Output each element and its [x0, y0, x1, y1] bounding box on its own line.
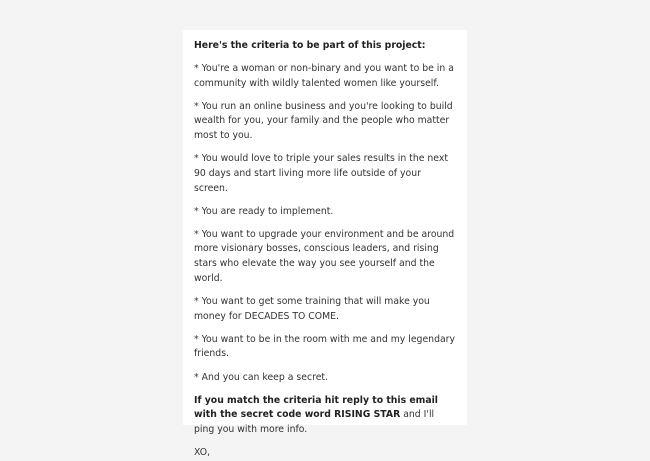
criteria-item: * You want to get some training that will make you money for DECADES TO COME. [194, 295, 430, 322]
criteria-item: * You run an online business and you're looking to build wealth for you, your family and the people who matter most to you. [194, 100, 453, 142]
criteria-item: * You are ready to implement. [194, 205, 334, 217]
email-body [183, 30, 467, 459]
call-to-action-rest: and I'll ping you with more info. [194, 409, 435, 436]
call-to-action [194, 394, 457, 438]
criteria-item: * And you can keep a secret. [194, 371, 329, 383]
signoff: XO, [194, 447, 211, 459]
call-to-action-bold: If you match the criteria hit reply to this email with the secret code word RISING STAR [194, 394, 438, 421]
criteria-item: * You would love to triple your sales results in the next 90 days and start living more life outside of your screen. [194, 153, 448, 194]
criteria-item: * You want to upgrade your environment and be around more visionary bosses, conscious leaders, and rising stars who elevate the way you see yourself and the world. [194, 228, 455, 284]
criteria-item: * You want to be in the room with me and my legendary friends. [194, 333, 455, 360]
criteria-heading: Here's the criteria to be part of this project: [194, 40, 426, 51]
criteria-item: * You're a woman or non-binary and you want to be in a community with wildly talented women like yourself. [194, 62, 454, 89]
